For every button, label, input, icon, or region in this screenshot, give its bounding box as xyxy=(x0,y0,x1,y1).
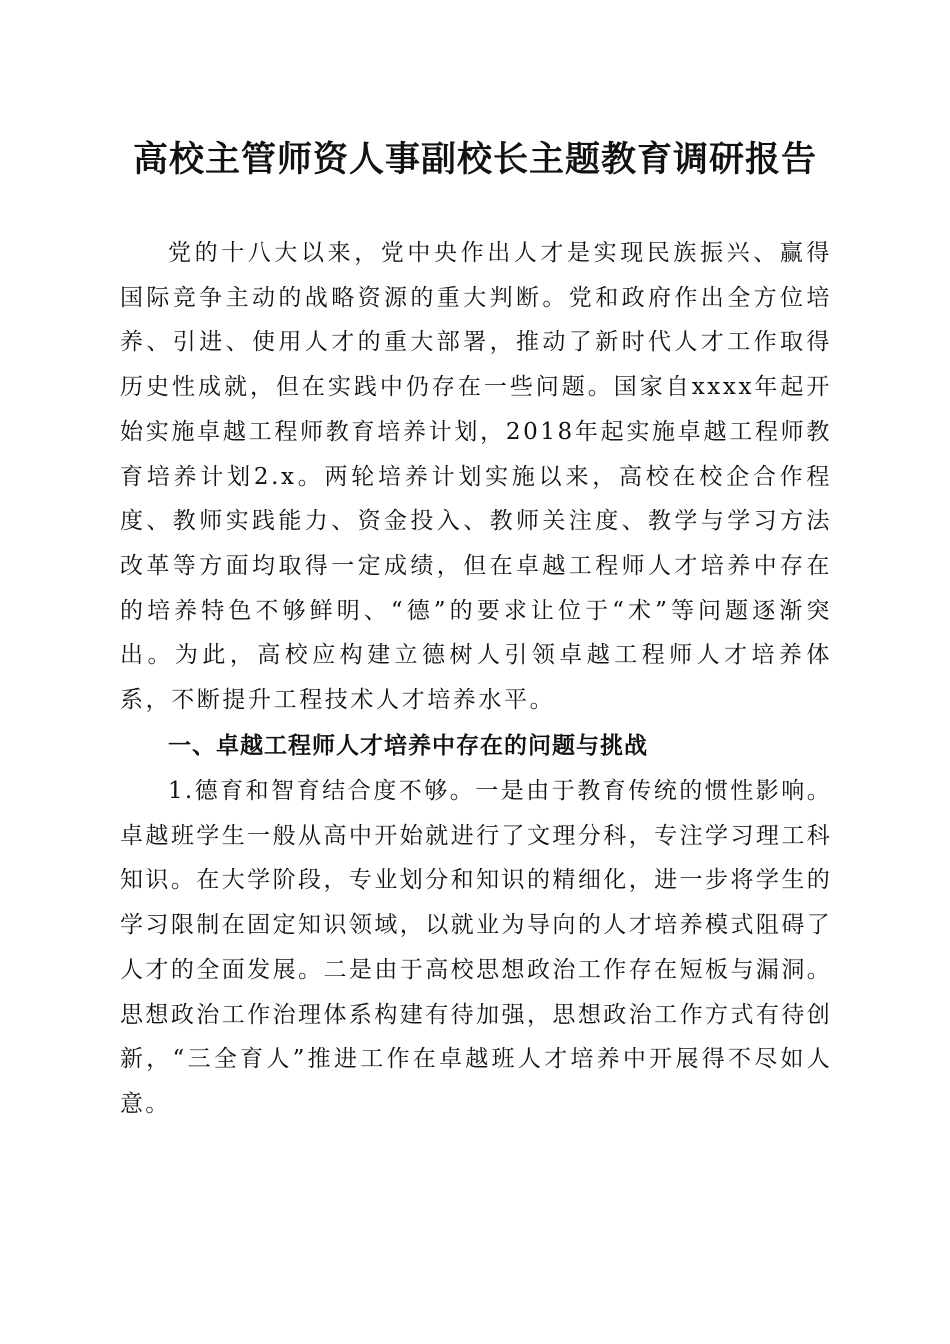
section-1-paragraph-1: 1.德育和智育结合度不够。一是由于教育传统的惯性影响。卓越班学生一般从高中开始就进行了文理分科，专注学习理工科知识。在大学阶段，专业划分和知识的精细化，进一步将学生的学习限制在固定知识领域，以就业为导向的人才培养模式阻碍了人才的全面发展。二是由于高校思想政治工作存在短板与漏洞。思想政治工作治理体系构建有待加强，思想政治工作方式有待创新，“三全育人”推进工作在卓越班人才培养中开展得不尽如人意。 xyxy=(120,778,832,1117)
document-title: 高校主管师资人事副校长主题教育调研报告 xyxy=(132,139,817,180)
section-heading-1: 一、卓越工程师人才培养中存在的问题与挑战 xyxy=(168,733,648,759)
intro-paragraph: 党的十八大以来，党中央作出人才是实现民族振兴、赢得国际竞争主动的战略资源的重大判断。党和政府作出全方位培养、引进、使用人才的重大部署，推动了新时代人才工作取得历史性成就，但在实践中仍存在一些问题。国家自xxxx年起开始实施卓越工程师教育培养计划，2018年起实施卓越工程师教育培养计划2.x。两轮培养计划实施以来，高校在校企合作程度、教师实践能力、资金投入、教师关注度、教学与学习方法改革等方面均取得一定成绩，但在卓越工程师人才培养中存在的培养特色不够鲜明、“德”的要求让位于“术”等问题逐渐突出。为此，高校应构建立德树人引领卓越工程师人才培养体系，不断提升工程技术人才培养水平。 xyxy=(120,240,832,714)
